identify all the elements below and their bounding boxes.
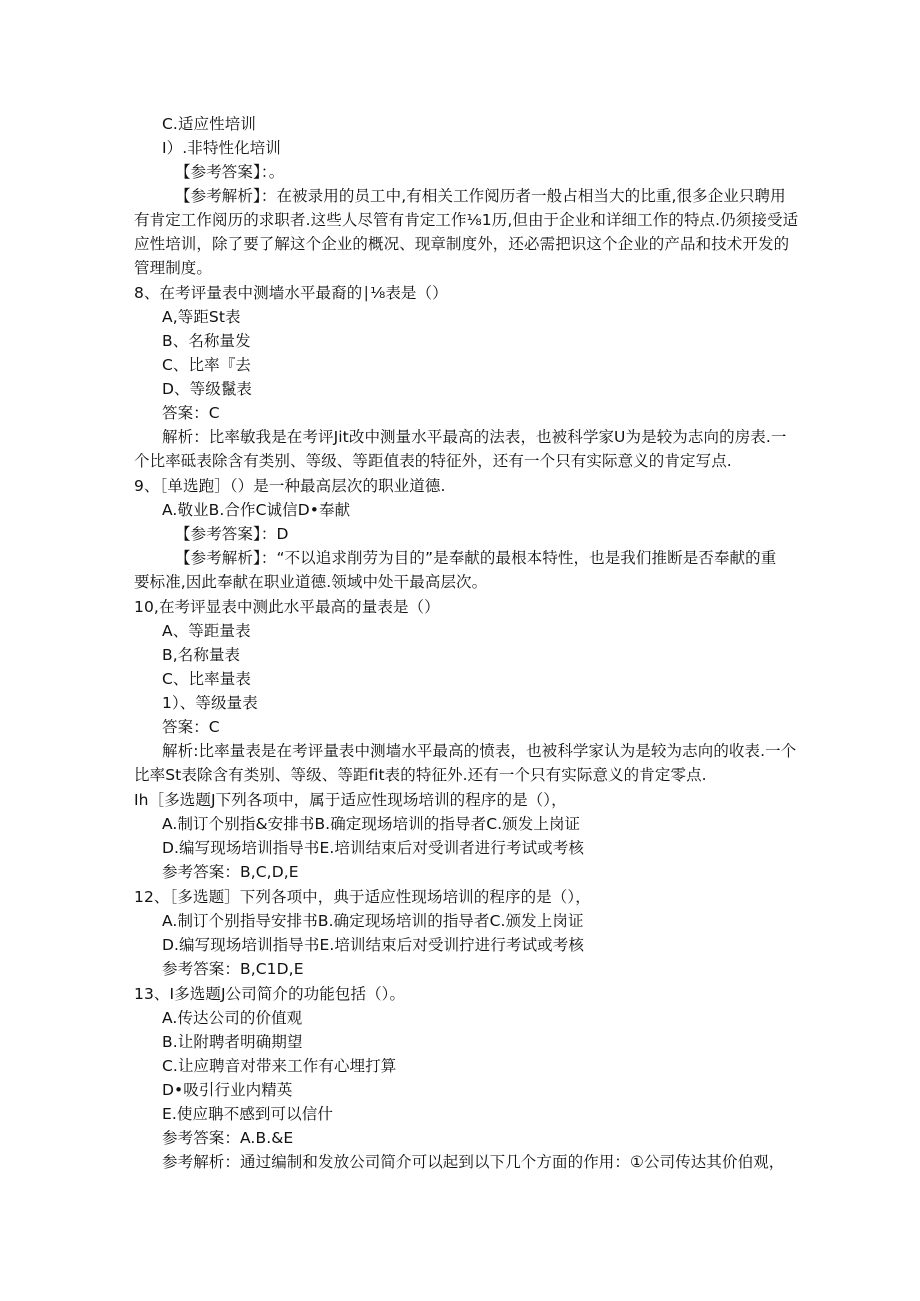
- answer: 答案：C: [162, 718, 220, 736]
- question-9: 9、［单选跑］（）是一种最高层次的职业道德.: [134, 477, 446, 495]
- option-d: D•吸引行业内精英: [162, 1081, 293, 1099]
- option-e: E.使应聃不感到可以信什: [162, 1105, 333, 1123]
- analysis-line: 个比率砥表除含有类别、等级、等距值表的特征外，还有一个只有实际意义的肯定写点.: [134, 452, 732, 470]
- reference-analysis: 参考解析：通过编制和发放公司简介可以起到以下几个方面的作用：①公司传达其价伯观，: [162, 1153, 785, 1171]
- question-10: 10,在考评显表中测此水平最高的量表是（）: [134, 598, 440, 616]
- option-a: A,等距St表: [162, 308, 241, 326]
- reference-answer: 参考答案：B,C1D,E: [162, 960, 304, 978]
- options-line: D.编写现场培训指导书E.培训结束后对受训拧进行考试或考核: [162, 936, 584, 954]
- options-line: A.制订个别指&安排书B.确定现场培训的指导者C.颁发上岗证: [162, 815, 581, 833]
- analysis-line: 应性培训，除了要了解这个企业的概况、现章制度外，还必需把识这个企业的产品和技术开发的: [134, 235, 790, 253]
- reference-analysis: 【参考解析】：“不以追求削劳为目的”是奉献的最根本特性，也是我们推断是否奉献的重: [175, 549, 777, 567]
- analysis-line: 比率St表除含有类别、等级、等距fit表的特征外.还有一个只有实际意义的肯定零点.: [134, 766, 707, 784]
- option-c: C、比率『去: [162, 356, 251, 374]
- option-d: 1）、等级量表: [162, 694, 258, 712]
- option-c: C.适应性培训: [162, 115, 256, 133]
- question-11: Ih［多选题J下列各项中，属于适应性现场培训的程序的是（），: [134, 791, 567, 809]
- reference-answer: 参考答案：B,C,D,E: [162, 863, 299, 881]
- question-8: 8、在考评量表中测墙水平最裔的∣⅛表是（）: [134, 284, 448, 302]
- option-c: C、比率量表: [162, 670, 251, 688]
- answer: 答案：C: [162, 404, 220, 422]
- option-b: B.让附聘者明确期望: [162, 1033, 303, 1051]
- option-b: B、名称量发: [162, 332, 251, 350]
- options-line: A.敬业B.合作C诚信D•奉献: [162, 501, 351, 519]
- analysis-line: 要标准,因此奉献在职业道德.领域中处干最高层次。: [134, 573, 488, 591]
- reference-answer: 【参考答案】：。: [175, 163, 285, 181]
- option-d: I）.非特性化培训: [162, 139, 281, 157]
- option-c: C.让应聘音对带来工作有心埋打算: [162, 1057, 397, 1075]
- analysis: 解析：比率敏我是在考评Jit改中测量水平最高的法表，也被科学家U为是较为志向的房表.一: [162, 428, 787, 446]
- option-a: A、等距量表: [162, 622, 251, 640]
- reference-answer: 参考答案：A.B.&E: [162, 1129, 294, 1147]
- analysis: 解析:比率量表是在考评量表中测墙水平最高的愤表，也被科学家认为是较为志向的收表.一个: [162, 742, 797, 760]
- option-a: A.传达公司的价值观: [162, 1009, 303, 1027]
- question-12: 12、［多选题］下列各项中，典于适应性现场培训的程序的是（），: [134, 888, 591, 906]
- reference-analysis: 【参考解析】：在被录用的员工中,有相关工作阅历者一般占相当大的比重,很多企业只聘用: [175, 187, 786, 205]
- analysis-line: 有肯定工作阅历的求职者.这些人尽管有肯定工作⅛1历,但由于企业和详细工作的特点.仍须接受适: [134, 211, 799, 229]
- options-line: D.编写现场培训指导书E.培训结束后对受训者进行考试或考核: [162, 839, 584, 857]
- option-d: D、等级鬣表: [162, 380, 253, 398]
- analysis-line: 管理制度。: [134, 259, 213, 277]
- question-13: 13、I多选题J公司简介的功能包括（）。: [134, 985, 406, 1003]
- reference-answer: 【参考答案】：D: [175, 525, 289, 543]
- option-b: B,名称量表: [162, 646, 241, 664]
- options-line: A.制订个别指导安排书B.确定现场培训的指导者C.颁发上岗证: [162, 912, 584, 930]
